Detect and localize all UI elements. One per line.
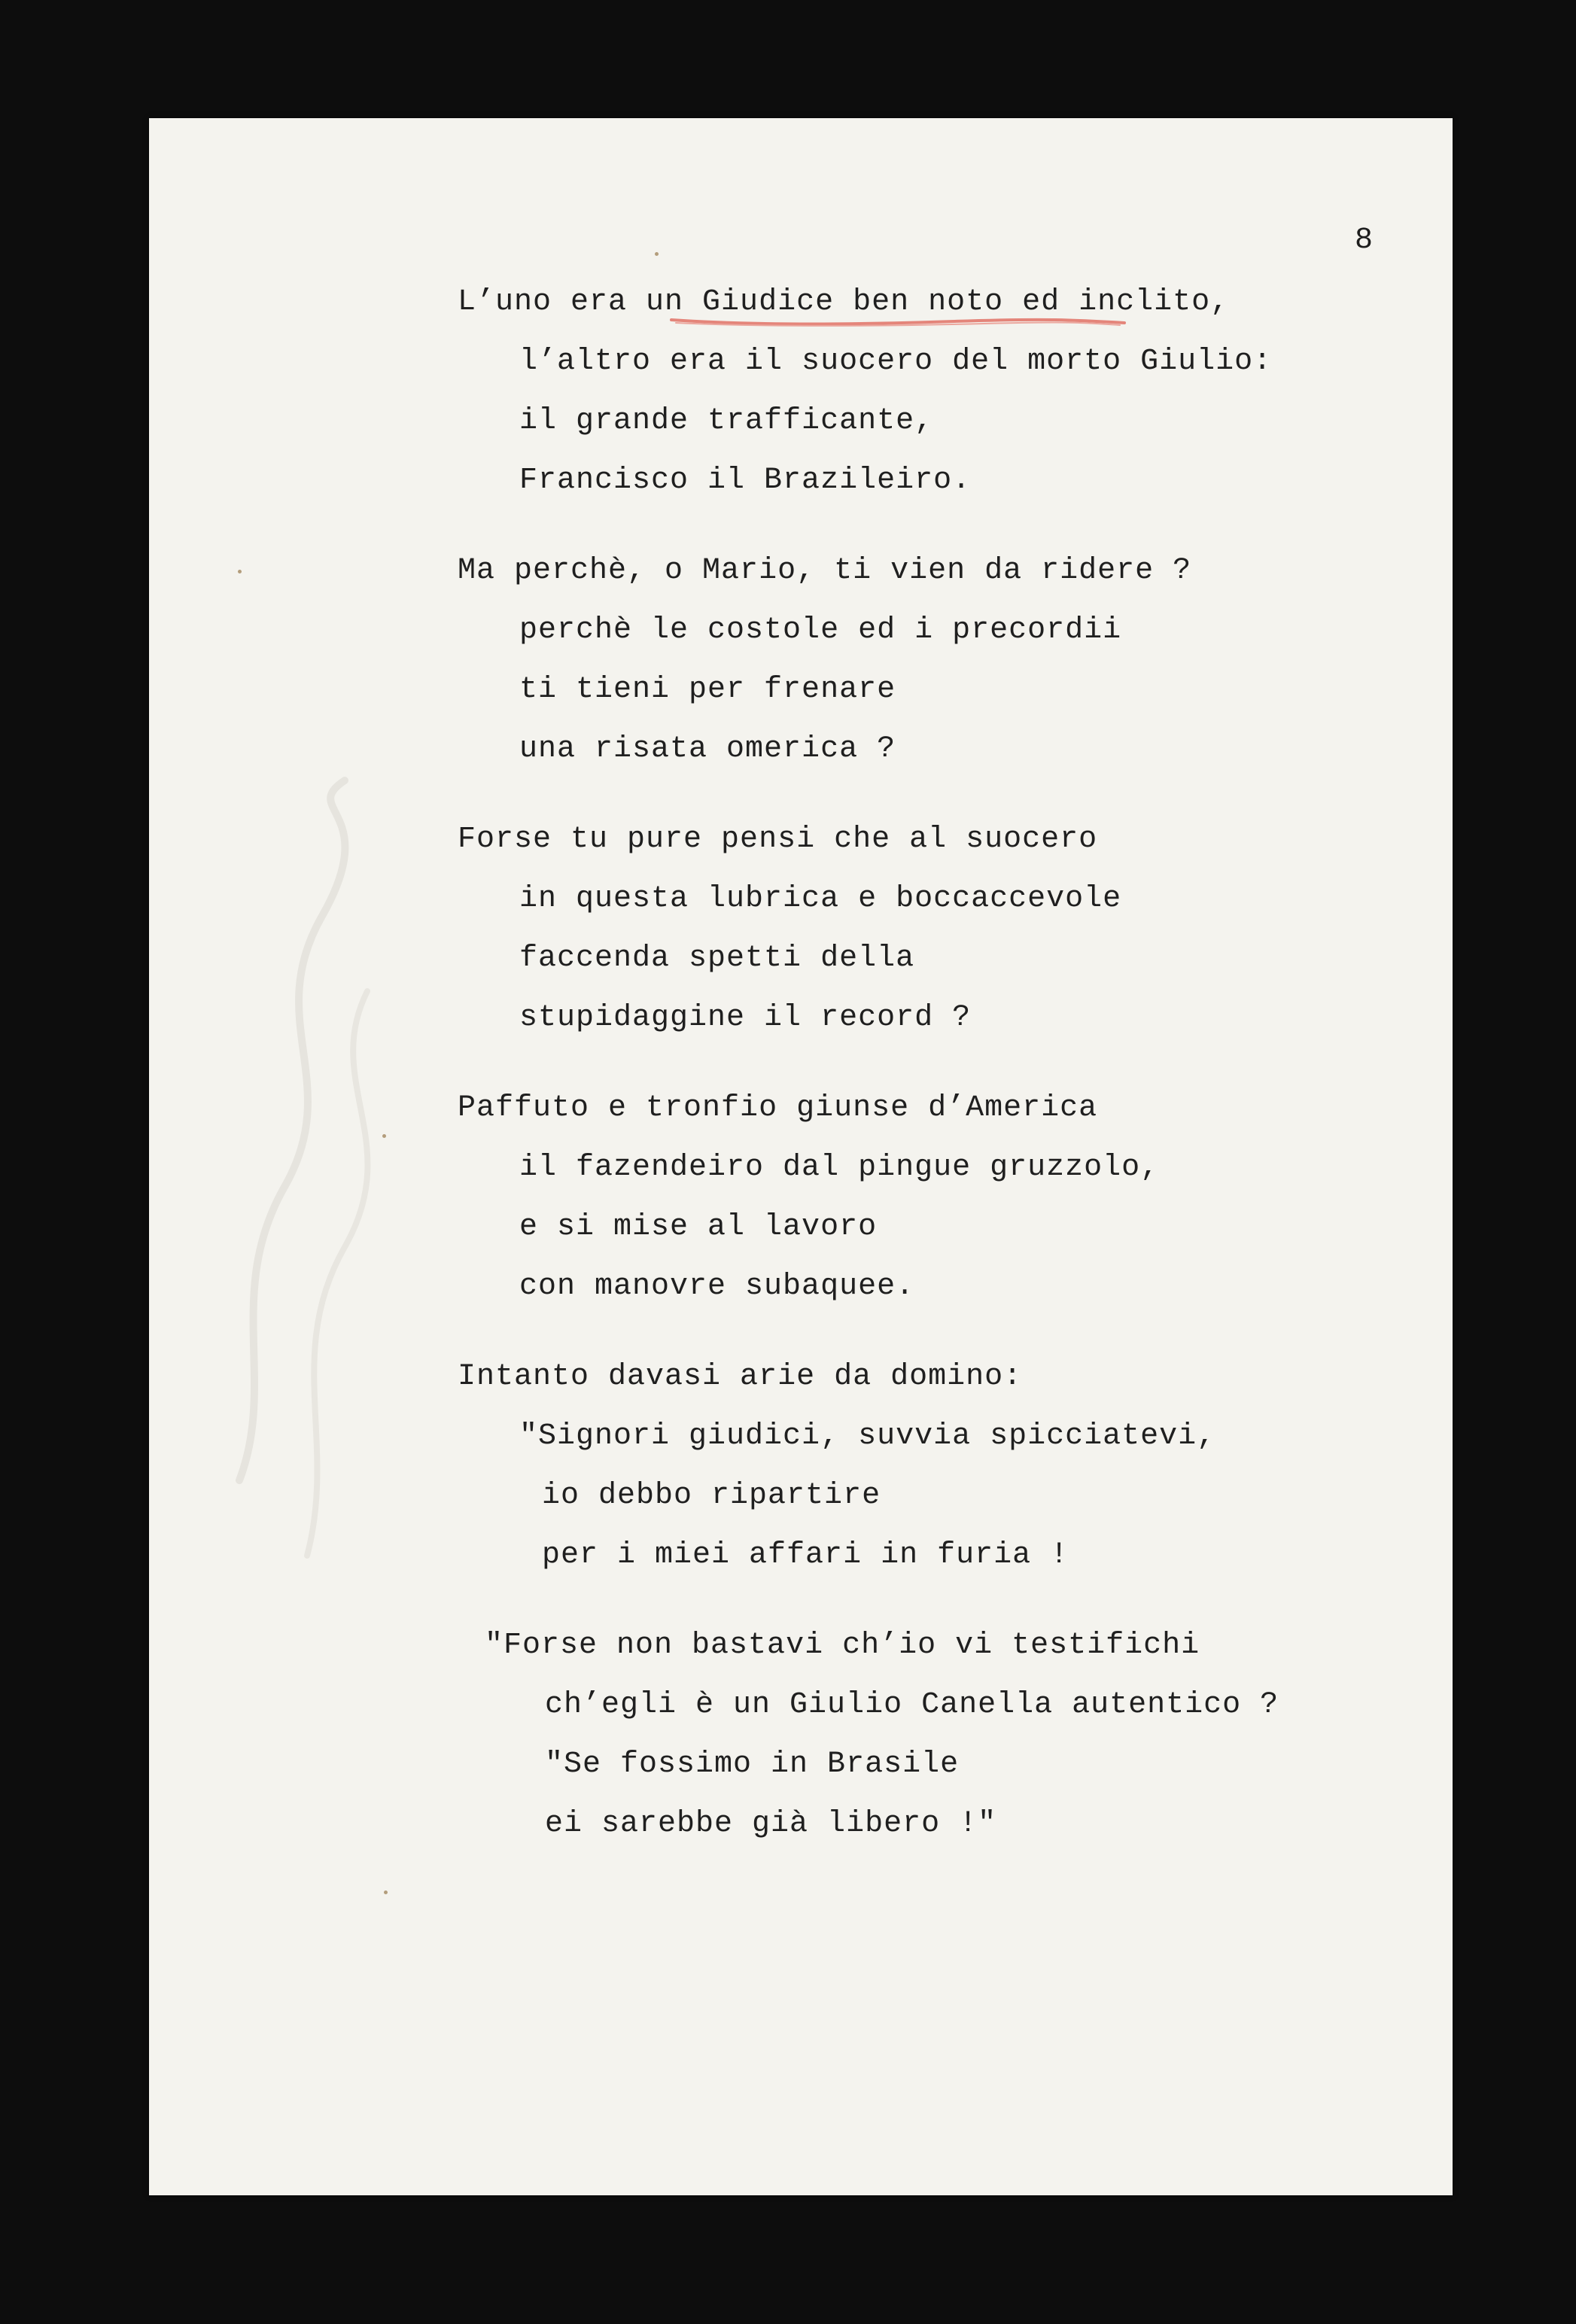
verse-line: ch’egli è un Giulio Canella autentico ?	[545, 1688, 1279, 1722]
paper-speck	[382, 1134, 386, 1138]
verse-line: ei sarebbe già libero !"	[545, 1807, 997, 1841]
verse-line: il fazendeiro dal pingue gruzzolo,	[519, 1151, 1160, 1185]
verse-line: il grande trafficante,	[519, 404, 934, 438]
page-number: 8	[1355, 224, 1374, 257]
typewritten-page	[149, 118, 1453, 2195]
verse-line: con manovre subaquee.	[519, 1270, 915, 1303]
verse-line: Forse tu pure pensi che al suocero	[458, 823, 1098, 856]
verse-line: faccenda spetti della	[519, 941, 915, 975]
verse-line: ti tieni per frenare	[519, 673, 896, 707]
faint-ink-bleed-through	[194, 765, 390, 1593]
verse-line: "Forse non bastavi ch’io vi testifichi	[485, 1629, 1200, 1662]
paper-speck	[238, 570, 242, 573]
stanza-4	[458, 1078, 1279, 1316]
verse-line: L’uno era un Giudice ben noto ed inclito,	[458, 285, 1230, 319]
stanza-3	[458, 810, 1279, 1048]
verse-line: "Se fossimo in Brasile	[545, 1748, 960, 1781]
verse-line: una risata omerica ?	[519, 732, 896, 766]
verse-line: Intanto davasi arie da domino:	[458, 1360, 1023, 1394]
verse-line: l’altro era il suocero del morto Giulio:	[519, 345, 1273, 379]
verse-line: Paffuto e tronfio giunse d’America	[458, 1091, 1098, 1125]
stanza-2	[458, 541, 1279, 779]
verse-line: perchè le costole ed i precordii	[519, 613, 1122, 647]
verse-line: Ma perchè, o Mario, ti vien da ridere ?	[458, 554, 1192, 588]
verse-line: e si mise al lavoro	[519, 1210, 878, 1244]
verse-line: io debbo ripartire	[542, 1479, 881, 1513]
verse-line: per i miei affari in furia !	[542, 1538, 1069, 1572]
paper-speck	[655, 252, 659, 256]
verse-line: "Signori giudici, suvvia spicciatevi,	[519, 1419, 1216, 1453]
stanza-1	[458, 272, 1279, 510]
verse-line: Francisco il Brazileiro.	[519, 464, 972, 497]
poem-text	[458, 272, 1279, 1884]
stanza-5	[458, 1347, 1279, 1585]
verse-line: stupidaggine il record ?	[519, 1001, 972, 1035]
paper-speck	[384, 1891, 388, 1894]
stanza-6	[458, 1616, 1279, 1854]
verse-line: in questa lubrica e boccaccevole	[519, 882, 1122, 916]
